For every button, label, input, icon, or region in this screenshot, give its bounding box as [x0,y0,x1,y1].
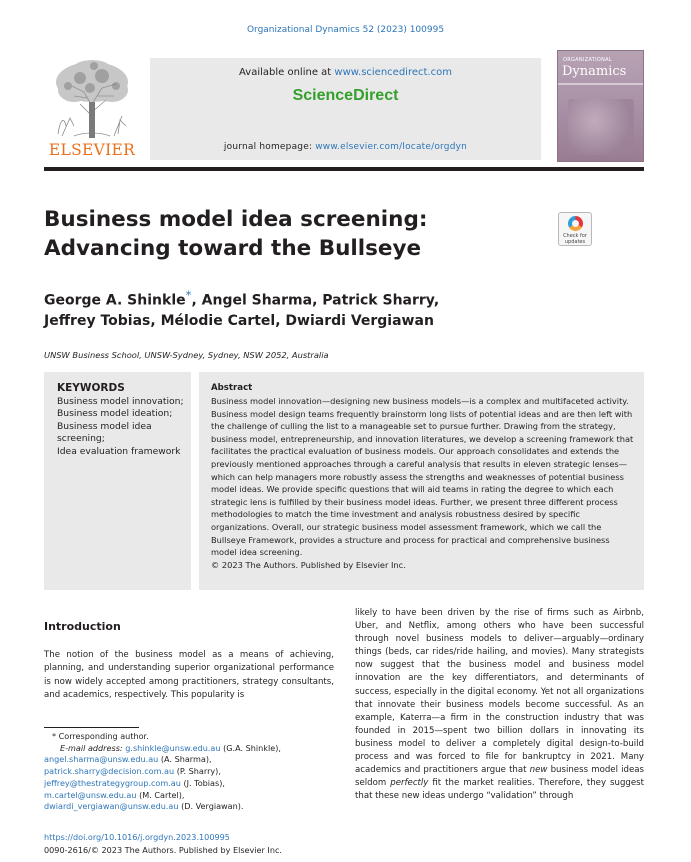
intro-text: business model ideas seldom [355,765,644,789]
author-email-owner: (A. Sharma), [158,754,212,765]
author-email-owner: (P. Sharry), [174,766,221,777]
elsevier-wordmark: ELSEVIER [48,141,136,159]
author-email-link[interactable]: g.shinkle@unsw.edu.au [125,742,221,753]
journal-homepage-prefix: journal homepage: [223,142,316,152]
keyword-item: Business model innovation; [57,396,184,407]
footnote [44,731,334,813]
author-email-owner: (D. Vergiawan). [178,801,244,812]
author-email-link[interactable]: jeffrey@thestrategygroup.com.au [44,777,181,788]
author-name[interactable]: Jeffrey Tobias [44,312,151,329]
intro-text: fit the market realities. Therefore, they suggest that these new ideas undergo “validation” through [355,778,645,802]
author-name[interactable]: George A. Shinkle [44,292,186,309]
keyword-item: Business model idea screening; [57,420,152,445]
author-email-link[interactable]: patrick.sharry@decision.com.au [44,766,175,777]
available-prefix: Available online at [239,67,335,78]
cover-title: Dynamics [562,64,627,79]
cover-artwork [568,99,634,155]
author-email-owner: (G.A. Shinkle), [220,742,281,753]
journal-citation[interactable]: Organizational Dynamics 52 (2023) 100995 [246,25,445,35]
abstract-text: Business model innovation—designing new business models—is a complex and multifaceted activity. Business model design teams frequently brainstorm long lists of potential ideas and are then left with the challenge of culling the list to a manageable set to pursue further. Drawing from the strategy, business model, entrepreneurship, and innovation literatures, we develop a screening framework that facilitates the practical evaluation of business models. Our approach consolidates and extends the previously mentioned approaches through a careful analysis that results in eleven strategic lenses—which can help managers more robustly assess the strengths and weaknesses of potential business model ideas. We provide specific questions that will aid teams in rating the degree to which each strategic lens is fulfilled by their business model ideas. Further, we present three different process methodologies to match the time investment and analysis robustness desired by specific organizations. Overall, our strategic business model assessment framework, which we call the Bullseye Framework, provides a structure and process for practical and comprehensive business model idea screening. [211,396,634,558]
author-email-link[interactable]: m.cartel@unsw.edu.au [44,789,137,800]
sciencedirect-logo[interactable]: ScienceDirect [292,87,399,104]
doi-link[interactable]: https://doi.org/10.1016/j.orgdyn.2023.100995 [44,832,230,842]
author-email-owner: (J. Tobias), [180,777,225,788]
footnote-rule [44,727,139,728]
author-email-owner: (M. Cartel), [136,789,185,800]
abstract-box [199,372,644,590]
emphasis-text: perfectly [390,778,429,789]
elsevier-tree-icon [44,56,140,140]
check-for-updates-button[interactable] [558,212,592,246]
intro-text: likely to have been driven by the rise of firms such as Airbnb, Uber, and Netflix, among others who have been successful through novel business models to deliver—arguably—ordinary things (beds, car rides/ride hailing, and movies). Many strategists now suggest that the business model and business model innovation are the key differentiators, and determinants of success, especially in the digital economy. Yet not all organizations that innovate their business models become successful. As an example, Katerra—a firm in the construction industry that was founded in 2015—spent two billion dollars in innovating its business model to deliver a completely digital design-to-build process and was forced to file for bankruptcy in 2021. Many academics and practitioners argue that [355,608,644,776]
abstract-heading: Abstract [211,383,253,393]
affiliation: UNSW Business School, UNSW-Sydney, Sydney, NSW 2052, Australia [44,350,329,360]
check-for-updates-label: Check for updates [563,233,587,245]
abstract-body [211,395,637,571]
keywords-list [57,396,185,458]
journal-header-box [150,58,541,160]
author-name[interactable]: Patrick Sharry [322,292,434,309]
article-title: Business model idea screening: Advancing toward the Bullseye [44,207,428,261]
author-name[interactable]: Dwiardi Vergiawan [285,312,434,329]
sciencedirect-link[interactable]: www.sciencedirect.com [334,67,452,78]
intro-paragraph-right [355,607,644,803]
corresponding-author-mark[interactable]: * [185,288,192,302]
issn-line: 0090-2616/© 2023 The Authors. Published by Elsevier Inc. [44,845,282,855]
author-name[interactable]: Mélodie Cartel [160,312,276,329]
header-rule [44,167,644,171]
intro-paragraph-left: The notion of the business model as a means of achieving, planning, and understanding superior organizational performance is now widely accepted among practitioners, strategy consultants, and academics, respectively. This popularity is [44,650,334,700]
available-online [150,67,541,78]
journal-cover[interactable] [557,50,644,162]
journal-homepage [150,142,541,152]
cover-stripe [558,83,643,85]
author-email-link[interactable]: dwiardi_vergiawan@unsw.edu.au [44,801,179,812]
check-for-updates-icon [568,216,583,231]
journal-homepage-link[interactable]: www.elsevier.com/locate/orgdyn [315,142,468,152]
abstract-copyright: © 2023 The Authors. Published by Elsevier Inc. [211,559,406,570]
email-label: E-mail address: [60,742,126,753]
keywords-box [44,372,191,590]
introduction-heading: Introduction [44,620,121,633]
author-email-link[interactable]: angel.sharma@unsw.edu.au [44,754,159,765]
emphasis-text: new [529,765,548,776]
author-list: George A. Shinkle*, Angel Sharma, Patrick Sharry, Jeffrey Tobias, Mélodie Cartel, Dwiardi Vergiawan [44,288,440,329]
cover-small-text: ORGANIZATIONAL [563,57,612,63]
keywords-heading: KEYWORDS [57,382,125,394]
corresponding-author-note: * Corresponding author. [52,731,149,741]
keyword-item: Idea evaluation framework [57,445,181,457]
keyword-item: Business model ideation; [57,408,173,420]
author-name[interactable]: Angel Sharma [201,292,313,309]
